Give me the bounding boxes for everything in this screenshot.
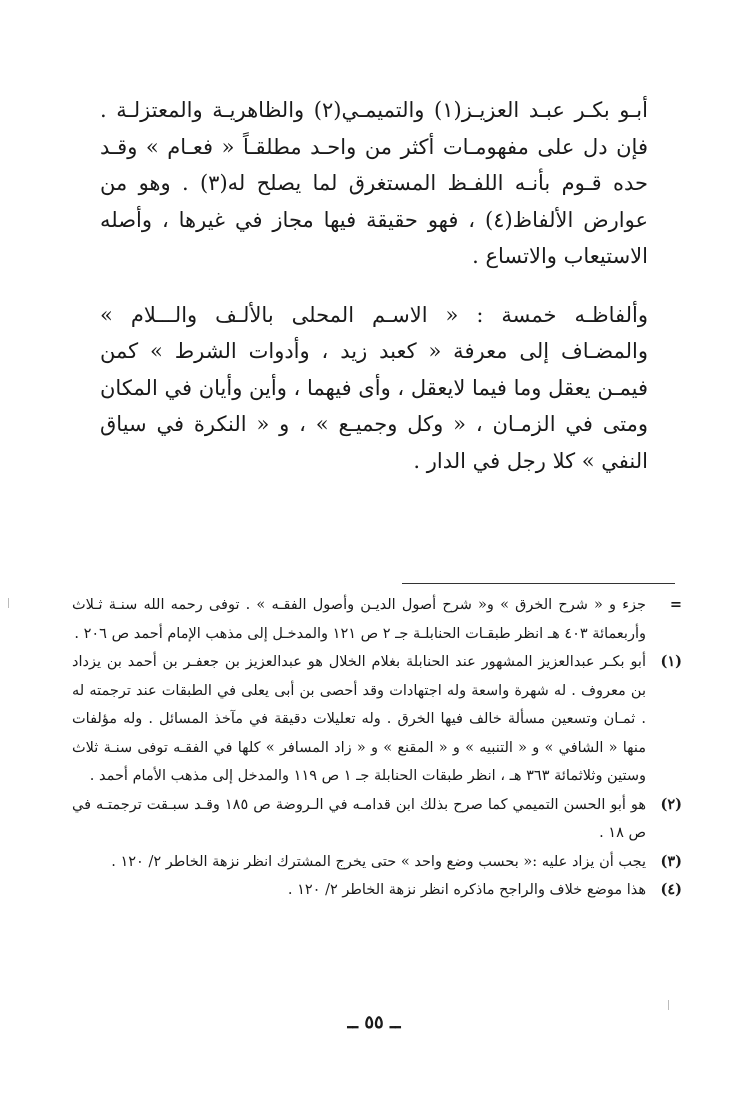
- footnote-marker: (٣): [660, 852, 682, 870]
- footnote-3: [72, 848, 682, 877]
- footnotes-section: [72, 591, 682, 905]
- main-text-block: [100, 92, 648, 501]
- footnote-text: هو أبو الحسن التميمي كما صرح بذلك ابن قدامـه في الـروضة ص ١٨٥ وقـد سبـقت ترجمتـه في ص ١٨ .: [72, 796, 646, 841]
- footnote-text: أبو بكـر عبدالعزيز المشهور عند الحنابلة بغلام الخلال هو عبدالعزيز بن جعفـر بن أحمد بن يزداد بن معروف . له شهرة واسعة وله اجتهادات وقد أحصى بن أبى يعلى في الطبقات عند ترجمته له . ثمـان وتسعين مسألة خالف فيها الخرق . وله تعليلات دقيقة في مآخذ المسائل . وله مؤلفات منها « الشافي » و « التنبيه » و « المقنع » و « زاد المسافر » كلها في الفقـه توفى سنـة ثلاث وستين وثلاثمائة ٣٦٣ هـ ، انظر طبقات الحنابلة جـ ١ ص ١١٩ والمدخل إلى مذهب الأمام أحمد .: [72, 654, 646, 784]
- footnote-1: [72, 648, 682, 791]
- page-number: ــ ٥٥ ــ: [347, 1012, 401, 1033]
- main-paragraph-2: وألفاظـه خمسة : « الاسـم المحلى بالألـف والـــلام » والمضـاف إلى معرفة « كعبد زيد ، وأدوات الشرط » كمن فيمـن يعقل وما فيما لايعقل ، وأى فيهما ، وأين وأيان في المكان ومتى في الزمـان ، « وكل وجميـع » ، و « النكرة في سياق النفي » كلا رجل في الدار .: [100, 302, 648, 473]
- footnote-marker: (١): [660, 653, 682, 670]
- footnote-marker: =: [669, 596, 682, 613]
- footnote-text: يجب أن يزاد عليه :« بحسب وضع واحد » حتى يخرج المشترك انظر نزهة الخاطر ٢/ ١٢٠ .: [111, 853, 646, 870]
- footnote-text: هذا موضع خلاف والراجح ماذكره انظر نزهة الخاطر ٢/ ١٢٠ .: [287, 882, 646, 898]
- footnote-marker: (٢): [660, 795, 682, 813]
- crop-mark: [668, 1000, 669, 1010]
- footnote-continued: [72, 591, 682, 648]
- crop-mark: [8, 598, 9, 608]
- main-paragraph-1: أبـو بكـر عبـد العزيـز(١) والتميمـي(٢) والظاهريـة والمعتزلـة . فإن دل على مفهومـات أكثر من واحـد مطلقـاً « فعـام » وقـد حده قـوم بأنـه اللفـظ المستغرق لما يصلح له(٣) . وهو من عوارض الألفاظ(٤) ، فهو حقيقة فيها مجاز في غيرها ، وأصله الاستيعاب والاتساع .: [100, 98, 648, 268]
- footnote-4: [72, 876, 682, 905]
- footnote-separator: [402, 583, 675, 584]
- footnote-marker: (٤): [660, 881, 682, 898]
- footnote-text: جزء و « شرح الخرق » و« شرح أصول الديـن وأصول الفقـه » . توفى رحمه الله سنـة ثـلاث وأربعمائة ٤٠٣ هـ انظر طبقـات الحنابلـة جـ ٢ ص ١٢١ والمدخـل إلى مذهب الإمام أحمد ص ٢٠٦ .: [72, 597, 646, 642]
- footnote-2: [72, 791, 682, 848]
